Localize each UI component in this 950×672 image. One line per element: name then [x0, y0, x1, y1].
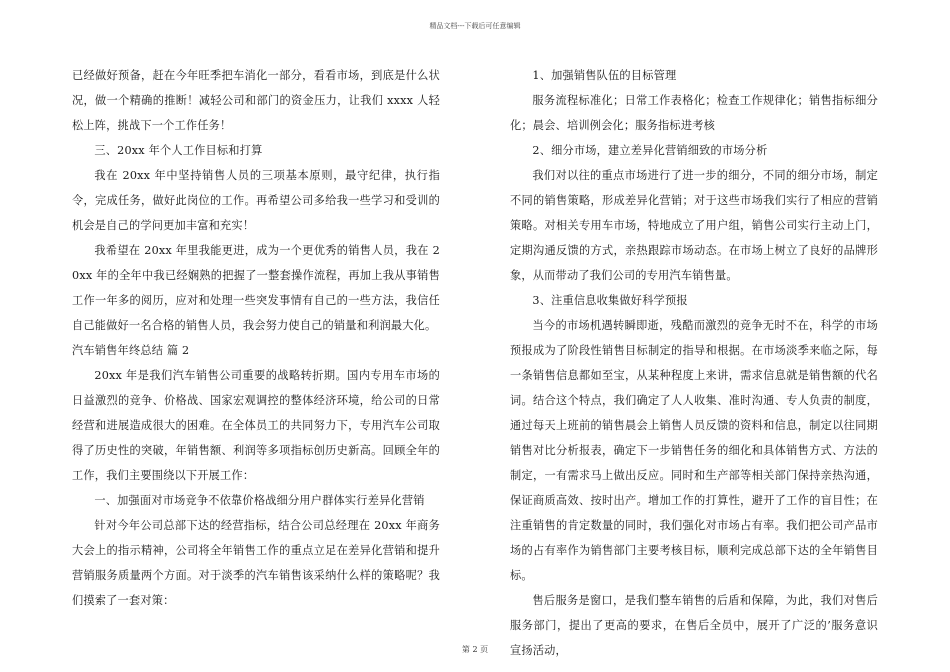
paragraph: 当今的市场机遇转瞬即逝，残酷而激烈的竞争无时不在，科学的市场预报成为了阶段性销售目标制定的指导和根据。在市场淡季来临之际，每一条销售信息都如至宝，从某种程度上来讲，需求信息就是销售额的代名词。结合这个特点，我们确定了人人收集、准时沟通、专人负责的制度，通过每天上班前的销售晨会上销售人员反馈的资料和信息，制定以往同期销售对比分析报表，确定下一步销售任务的细化和具体销售方式、方法的制定，一有需求马上做出反应。同时和生产部等相关部门保持亲热沟通，保证商质高效、按时出产。增加工作的打算性，避开了工作的盲目性；在注重销售的肯定数量的同时，我们强化对市场占有率。我们把公司产品市场的占有率作为销售部门主要考核目标，顺利完成总部下达的全年销售目标。: [510, 319, 878, 582]
subsection-heading: 2、细分市场，建立差异化营销细致的市场分析: [532, 144, 768, 157]
page-number: 第 2 页: [461, 645, 489, 654]
page-header: 精品文档---下载后可任意编辑: [429, 22, 521, 30]
subsection-heading: 1、加强销售队伍的目标管理: [532, 69, 677, 82]
paragraph: 针对今年公司总部下达的经营指标，结合公司总经理在 20xx 年商务大会上的指示精神，公司将全年销售工作的重点立足在差异化营销和提升营销服务质量两个方面。对于淡季的汽车销售该采纳什么样的策略呢？我们摸索了一套对策：: [72, 519, 440, 607]
right-column: [510, 63, 878, 663]
paragraph: 20xx 年是我们汽车销售公司重要的战略转折期。国内专用车市场的日益激烈的竞争、价格战、国家宏观调控的整体经济环境，给公司的日常经营和进展造成很大的困难。在全体员工的共同努力下，专用汽车公司取得了历史性的突破，年销售额、利润等多项指标创历史新高。回顾全年的工作，我们主要围绕以下开展工作：: [72, 369, 440, 482]
paragraph: 服务流程标准化；日常工作表格化；检查工作规律化；销售指标细分化；晨会、培训例会化；服务指标进考核: [510, 94, 878, 132]
paragraph: 已经做好预备，赶在今年旺季把车消化一部分，看看市场，到底是什么状况，做一个精确的推断！减轻公司和部门的资金压力，让我们 xxxx 人轻松上阵，挑战下一个工作任务！: [72, 69, 440, 132]
section-heading: 一、加强面对市场竞争不依靠价格战细分用户群体实行差异化营销: [94, 494, 425, 507]
paragraph: 售后服务是窗口，是我们整车销售的后盾和保障，为此，我们对售后服务部门，提出了更高的要求，在售后全员中，展开了广泛的’服务意识宣扬活动，: [510, 594, 878, 657]
paragraph: 我希望在 20xx 年里我能更进，成为一个更优秀的销售人员，我在 20xx 年的全年中我已经娴熟的把握了一整套操作流程，再加上我从事销售工作一年多的阅历，应对和处理一些突发事情有自己的一些方法，我信任自己能做好一名合格的销售人员，我会努力使自己的销量和利润最大化。: [72, 244, 440, 332]
section-heading: 三、20xx 年个人工作目标和打算: [94, 144, 263, 157]
article-title: 汽车销售年终总结 篇 2: [72, 344, 190, 357]
paragraph: 我们对以往的重点市场进行了进一步的细分，不同的细分市场，制定不同的销售策略，形成差异化营销；对于这些市场我们实行了相应的营销策略。对相关专用车市场，特地成立了用户组，销售公司实行主动上门，定期沟通反馈的方式，亲热跟踪市场动态。在市场上树立了良好的品牌形象，从而带动了我们公司的专用汽车销售量。: [510, 169, 878, 282]
subsection-heading: 3、注重信息收集做好科学预报: [532, 294, 688, 307]
left-column: [72, 63, 440, 613]
paragraph: 我在 20xx 年中坚持销售人员的三项基本原则，最守纪律，执行指令，完成任务，做好此岗位的工作。再希望公司多给我一些学习和受训的机会是自己的学问更加丰富和充实！: [72, 169, 440, 232]
